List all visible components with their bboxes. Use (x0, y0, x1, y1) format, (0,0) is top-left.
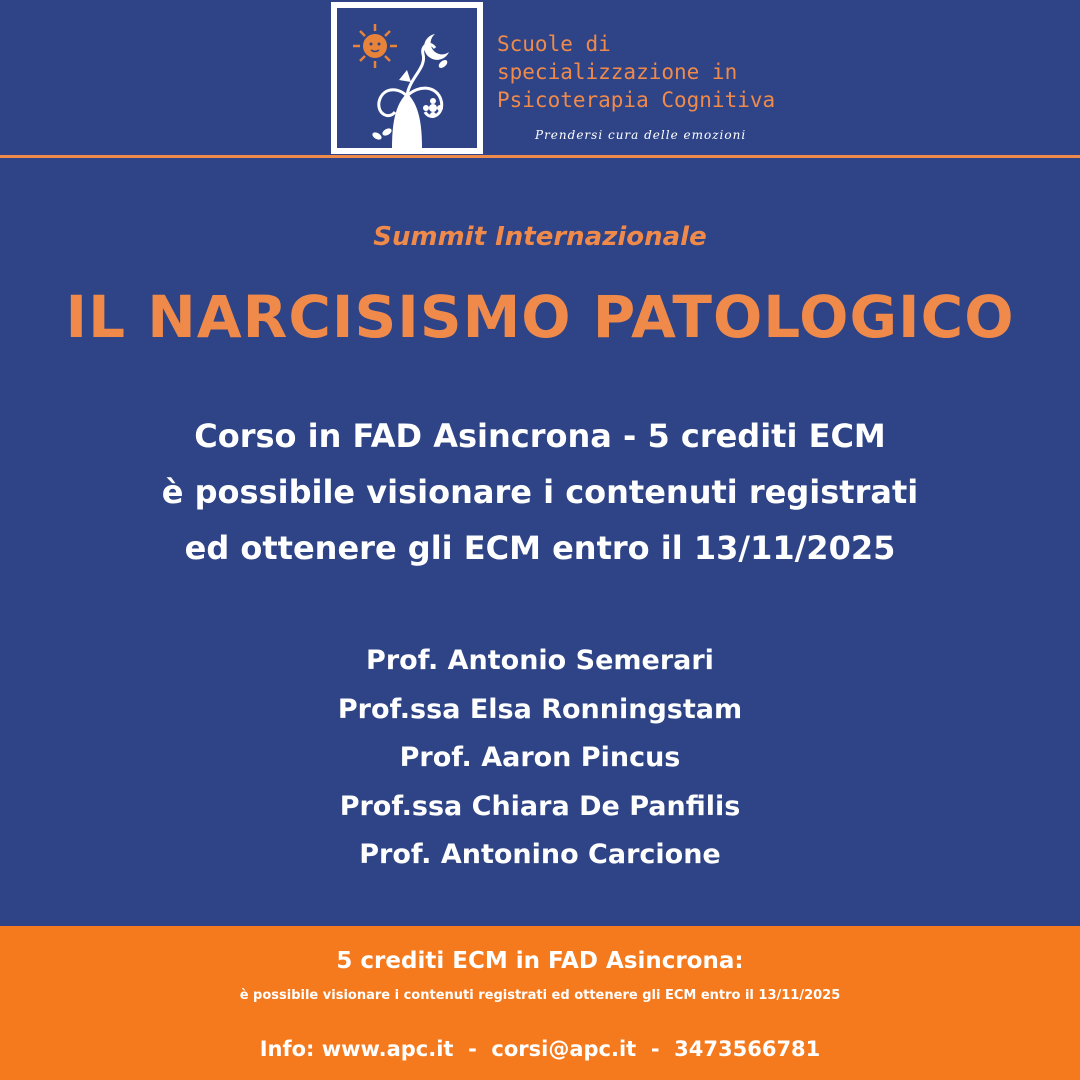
logo-emblem (337, 8, 477, 148)
description-line-2: è possibile visionare i contenuti registrati (161, 473, 919, 511)
header-divider (0, 155, 1080, 158)
speaker-item: Prof. Aaron Pincus (399, 742, 681, 773)
description-line-1: Corso in FAD Asincrona - 5 crediti ECM (194, 417, 886, 455)
sun-and-tree-emblem-icon (337, 8, 477, 148)
event-type: Summit Internazionale (373, 222, 707, 252)
description-line-3: ed ottenere gli ECM entro il 13/11/2025 (184, 529, 896, 567)
speaker-item: Prof. Antonio Semerari (366, 645, 714, 676)
speaker-list (0, 637, 1080, 880)
school-logo (331, 2, 483, 154)
speaker-item: Prof.ssa Elsa Ronningstam (337, 693, 743, 725)
speaker-item: Prof. Antonino Carcione (359, 839, 721, 870)
school-name-line-1: Scuole di (497, 32, 611, 56)
course-description (0, 408, 1080, 576)
school-name-line-2: specializzazione in (497, 60, 738, 84)
header (0, 0, 1080, 156)
footer-headline: 5 crediti ECM in FAD Asincrona: (336, 948, 744, 974)
event-title: IL NARCISISMO PATOLOGICO (65, 283, 1015, 351)
footer-banner (0, 926, 1080, 1080)
speaker-item: Prof.ssa Chiara De Panfilis (339, 790, 741, 822)
school-name-line-3: Psicoterapia Cognitiva (497, 88, 776, 112)
school-tagline: Prendersi cura delle emozioni (535, 128, 747, 142)
footer-subline: è possibile visionare i contenuti registrati ed ottenere gli ECM entro il 13/11/2025 (239, 988, 841, 1003)
school-name (497, 30, 775, 114)
contact-info: Info: www.apc.it - corsi@apc.it - 3473566781 (259, 1037, 821, 1061)
